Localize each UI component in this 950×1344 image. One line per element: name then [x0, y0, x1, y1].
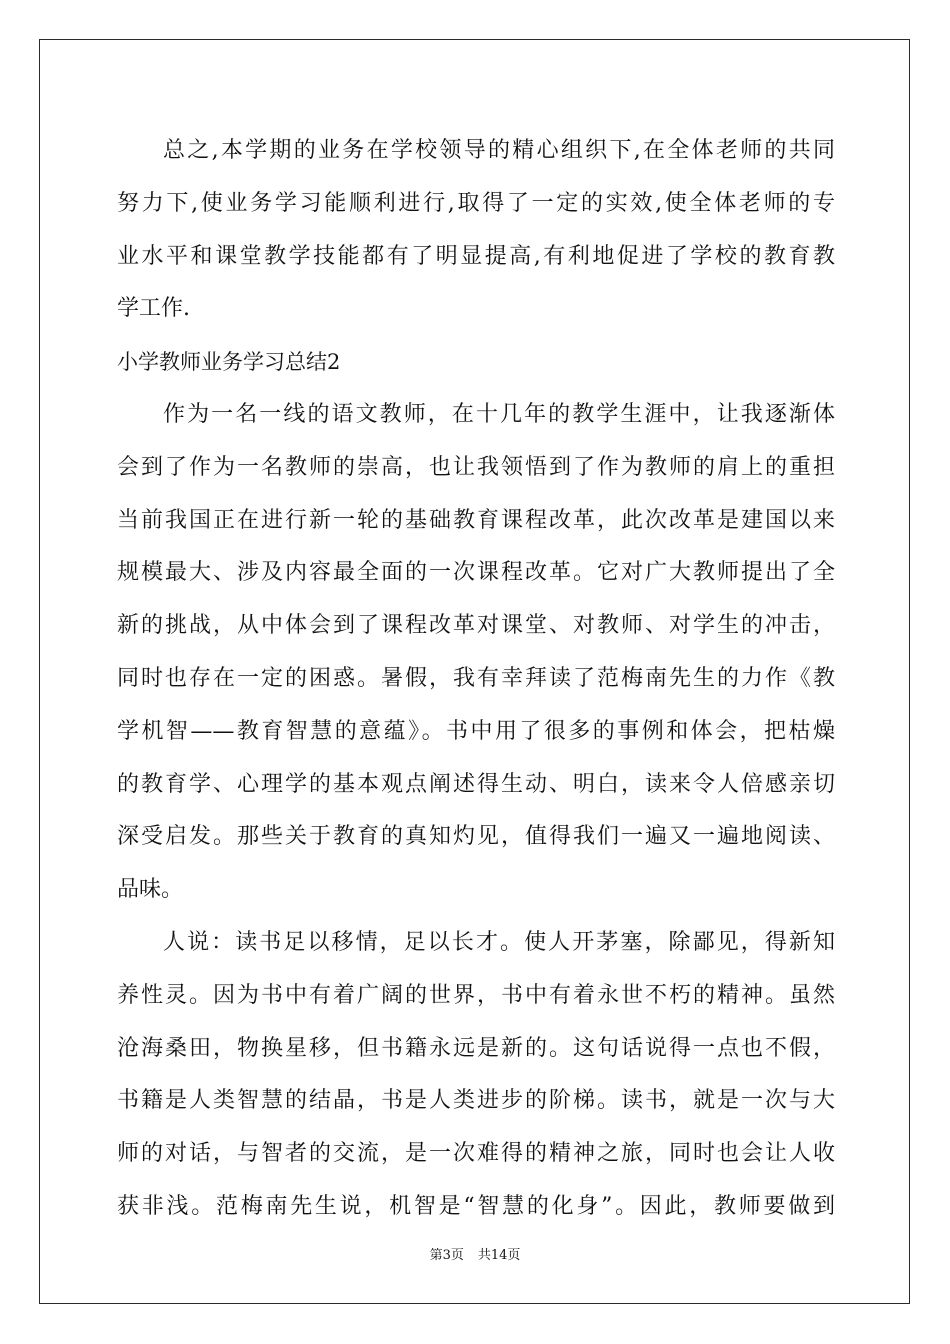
text-line: 作为一名一线的语文教师，在十几年的教学生涯中，让我逐渐体: [163, 401, 835, 427]
text-line: 养性灵。因为书中有着广阔的世界，书中有着永世不朽的精神。虽然: [117, 982, 835, 1008]
text-line: 学机智——教育智慧的意蕴》。书中用了很多的事例和体会，把枯燥: [117, 718, 835, 744]
text-line: 当前我国正在进行新一轮的基础教育课程改革，此次改革是建国以来: [117, 507, 835, 533]
text-line: 规模最大、涉及内容最全面的一次课程改革。它对广大教师提出了全: [117, 560, 835, 586]
text-line: 书籍是人类智慧的结晶，书是人类进步的阶梯。读书，就是一次与大: [117, 1088, 835, 1114]
text-line: 人说：读书足以移情，足以长才。使人开茅塞，除鄙见，得新知: [163, 929, 835, 955]
text-line: 同时也存在一定的困惑。暑假，我有幸拜读了范梅南先生的力作《教: [117, 665, 835, 691]
text-line: 业水平和课堂教学技能都有了明显提高,有利地促进了学校的教育教: [117, 243, 835, 269]
text-line: 的教育学、心理学的基本观点阐述得生动、明白，读来令人倍感亲切: [117, 771, 835, 797]
section-heading: 小学教师业务学习总结2: [117, 350, 341, 375]
text-line: 获非浅。范梅南先生说，机智是“智慧的化身”。因此，教师要做到: [117, 1193, 835, 1219]
document-body: [117, 125, 835, 1234]
text-line: 深受启发。那些关于教育的真知灼见，值得我们一遍又一遍地阅读、: [117, 824, 835, 850]
page-number: 第3页: [429, 1248, 464, 1263]
page-footer: [0, 1247, 950, 1265]
text-line: 沧海桑田，物换星移，但书籍永远是新的。这句话说得一点也不假，: [117, 1035, 835, 1061]
text-line: 师的对话，与智者的交流，是一次难得的精神之旅，同时也会让人收: [117, 1141, 835, 1167]
text-line: 学工作.: [117, 296, 190, 322]
text-line: 品味。: [117, 877, 184, 903]
text-line: 新的挑战，从中体会到了课程改革对课堂、对教师、对学生的冲击，: [117, 613, 835, 639]
text-line: 努力下,使业务学习能顺利进行,取得了一定的实效,使全体老师的专: [117, 190, 835, 216]
page-total: 共14页: [477, 1248, 521, 1263]
text-line: 总之,本学期的业务在学校领导的精心组织下,在全体老师的共同: [163, 138, 835, 163]
text-line: 会到了作为一名教师的崇高，也让我领悟到了作为教师的肩上的重担: [117, 454, 835, 480]
